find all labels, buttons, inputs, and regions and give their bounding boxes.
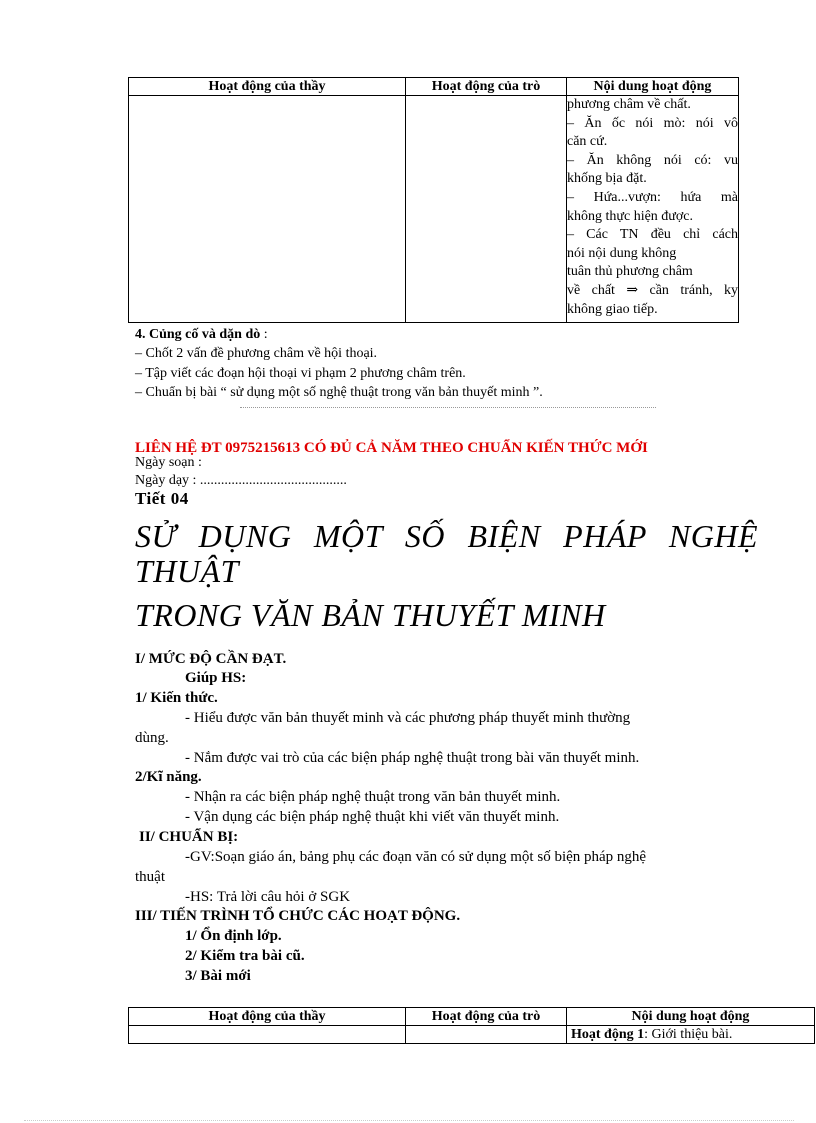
kien-thuc-item: - Hiểu được văn bản thuyết minh và các phương pháp thuyết minh thường (185, 710, 631, 726)
content-line: không thực hiện được. (567, 208, 693, 224)
content-line: – Các TN đều chỉ cách (567, 227, 738, 243)
teacher-cell (129, 1026, 406, 1044)
step-kiem-tra: 2/ Kiểm tra bài cũ. (185, 948, 305, 964)
col-header-student: Hoạt động của trò (406, 78, 567, 96)
content-line: phương châm về chất. (567, 97, 691, 112)
teacher-cell (129, 96, 406, 323)
section-1-sub: Giúp HS: (185, 670, 247, 686)
lesson-table-bottom (128, 1007, 815, 1044)
chuan-bi-gv-cont: thuật (135, 869, 165, 885)
cung-co-item: – Chuẩn bị bài “ sử dụng một số nghệ thuật trong văn bản thuyết minh ”. (135, 385, 543, 400)
section-1-heading: I/ MỨC ĐỘ CẦN ĐẠT. (135, 651, 287, 667)
content-line: – Ăn không nói có: vu (567, 152, 738, 168)
activity-1-label: Hoạt động 1 (571, 1027, 645, 1042)
content-line: – Ăn ốc nói mò: nói vô (567, 115, 738, 131)
student-cell (406, 1026, 567, 1044)
lesson-title-line1: SỬ DỤNG MỘT SỐ BIỆN PHÁP NGHỆ (135, 518, 758, 554)
activity-1-text: : Giới thiệu bài. (644, 1027, 733, 1042)
ki-nang-item: - Nhận ra các biện pháp nghệ thuật trong văn bản thuyết minh. (185, 789, 561, 805)
content-line: – Hứa...vượn: hứa mà (567, 189, 738, 205)
content-line: căn cứ. (567, 134, 608, 150)
page-bottom-rule (24, 1120, 794, 1121)
cung-co-item: – Tập viết các đoạn hội thoại vi phạm 2 phương châm trên. (135, 366, 466, 381)
content-line: tuân thủ phương châm (567, 264, 693, 280)
col-header-content: Nội dung hoạt động (567, 1008, 815, 1026)
contact-banner: LIÊN HỆ ĐT 0975215613 CÓ ĐỦ CẢ NĂM THEO CHUẨN KIẾN THỨC MỚI (135, 440, 648, 456)
kien-thuc-heading: 1/ Kiến thức. (135, 690, 218, 706)
content-line: về chất ⇒ cần tránh, ky (567, 282, 738, 298)
ki-nang-item: - Vận dụng các biện pháp nghệ thuật khi viết văn thuyết minh. (185, 809, 560, 825)
student-cell (406, 96, 567, 323)
section-3-heading: III/ TIẾN TRÌNH TỔ CHỨC CÁC HOẠT ĐỘNG. (135, 908, 461, 924)
content-line: khống bịa đặt. (567, 171, 647, 187)
col-header-teacher: Hoạt động của thầy (129, 1008, 406, 1026)
kien-thuc-item: - Nắm được vai trò của các biện pháp nghệ thuật trong bài văn thuyết minh. (185, 750, 640, 766)
content-line: không giao tiếp. (567, 301, 658, 317)
chuan-bi-gv: -GV:Soạn giáo án, bảng phụ các đoạn văn có sử dụng một số biện pháp nghệ (185, 849, 647, 865)
step-bai-moi: 3/ Bài mới (185, 968, 251, 984)
section-divider (240, 407, 656, 408)
activity-1-cell (567, 1026, 815, 1044)
section-2-heading: II/ CHUẨN BỊ: (139, 829, 239, 845)
ngay-day: Ngày dạy : .......................................... (135, 473, 347, 488)
tiet-number: Tiết 04 (135, 489, 189, 508)
kien-thuc-item-cont: dùng. (135, 730, 169, 746)
content-cell (567, 96, 739, 323)
content-line: nói nội dung không (567, 245, 677, 261)
chuan-bi-hs: -HS: Trả lời câu hỏi ở SGK (185, 889, 351, 905)
lesson-table-top (128, 77, 739, 323)
col-header-content: Nội dung hoạt động (567, 78, 739, 96)
cung-co-item: – Chốt 2 vấn đề phương châm về hội thoại. (135, 346, 378, 361)
col-header-teacher: Hoạt động của thầy (129, 78, 406, 96)
ki-nang-heading: 2/Kĩ năng. (135, 769, 202, 785)
lesson-title-line3: TRONG VĂN BẢN THUYẾT MINH (135, 597, 606, 633)
step-on-dinh: 1/ Ổn định lớp. (185, 928, 282, 944)
col-header-student: Hoạt động của trò (406, 1008, 567, 1026)
lesson-title-line2: THUẬT (135, 553, 239, 589)
cung-co-heading: 4. Củng cố và dặn dò : (135, 327, 268, 342)
ngay-soan: Ngày soạn : (135, 455, 202, 470)
